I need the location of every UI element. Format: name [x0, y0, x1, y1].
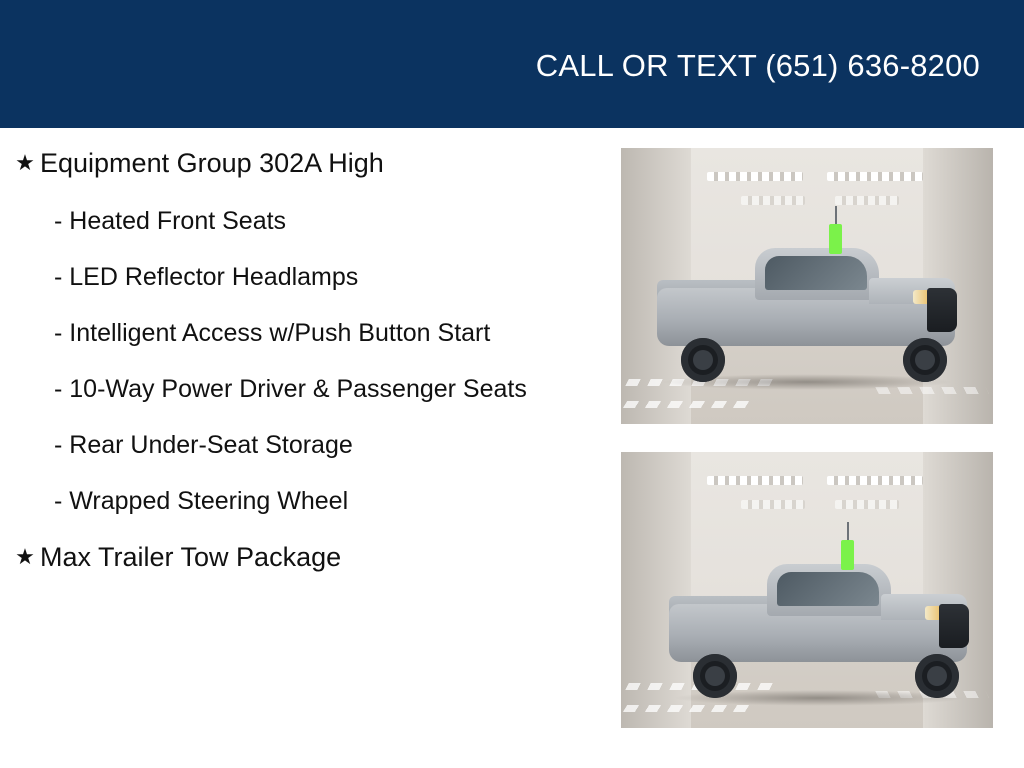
truck-windows [765, 256, 867, 290]
sub-feature-heated-front-seats: - Heated Front Seats [54, 207, 287, 235]
truck-grille [927, 288, 957, 332]
sub-feature-power-seats: - 10-Way Power Driver & Passenger Seats [54, 375, 527, 403]
feature-label: Equipment Group 302A High [40, 148, 384, 178]
green-window-tag [829, 224, 842, 254]
ceiling-light-icon [741, 196, 805, 205]
vehicle-photo-top[interactable] [621, 148, 993, 424]
contact-phone-text: CALL OR TEXT (651) 636-8200 [535, 48, 980, 83]
truck-grille [939, 604, 969, 648]
floor-reflection [623, 705, 757, 712]
truck-wheel-rear [681, 338, 725, 382]
vehicle-photo-bottom[interactable] [621, 452, 993, 728]
ceiling-light-icon [707, 476, 803, 485]
ceiling-light-icon [741, 500, 805, 509]
ceiling-light-icon [827, 172, 923, 181]
ceiling-light-icon [835, 196, 899, 205]
sub-feature-wrapped-steering-wheel: - Wrapped Steering Wheel [54, 487, 349, 515]
truck-illustration [663, 548, 975, 698]
ceiling-light-icon [827, 476, 923, 485]
vehicle-photo-column [621, 148, 993, 756]
header-banner [0, 0, 1024, 128]
star-icon: ★ [15, 544, 35, 569]
truck-windows [777, 572, 879, 606]
feature-item-max-trailer-tow [10, 540, 580, 574]
sub-feature-rear-under-seat-storage: - Rear Under-Seat Storage [54, 431, 353, 459]
feature-label: Max Trailer Tow Package [40, 542, 342, 572]
feature-item-equipment-group [10, 146, 580, 180]
green-window-tag [841, 540, 854, 570]
star-icon: ★ [15, 150, 35, 175]
ceiling-light-icon [707, 172, 803, 181]
truck-illustration [651, 232, 963, 382]
sub-feature-intelligent-access: - Intelligent Access w/Push Button Start [54, 319, 491, 347]
feature-main-text [40, 540, 341, 574]
sub-feature-led-reflector-headlamps: - LED Reflector Headlamps [54, 263, 359, 291]
truck-wheel-front [903, 338, 947, 382]
floor-reflection [623, 401, 757, 408]
feature-main-text [40, 146, 384, 180]
feature-list [0, 128, 600, 768]
truck-wheel-front [915, 654, 959, 698]
ceiling-light-icon [835, 500, 899, 509]
truck-wheel-rear [693, 654, 737, 698]
